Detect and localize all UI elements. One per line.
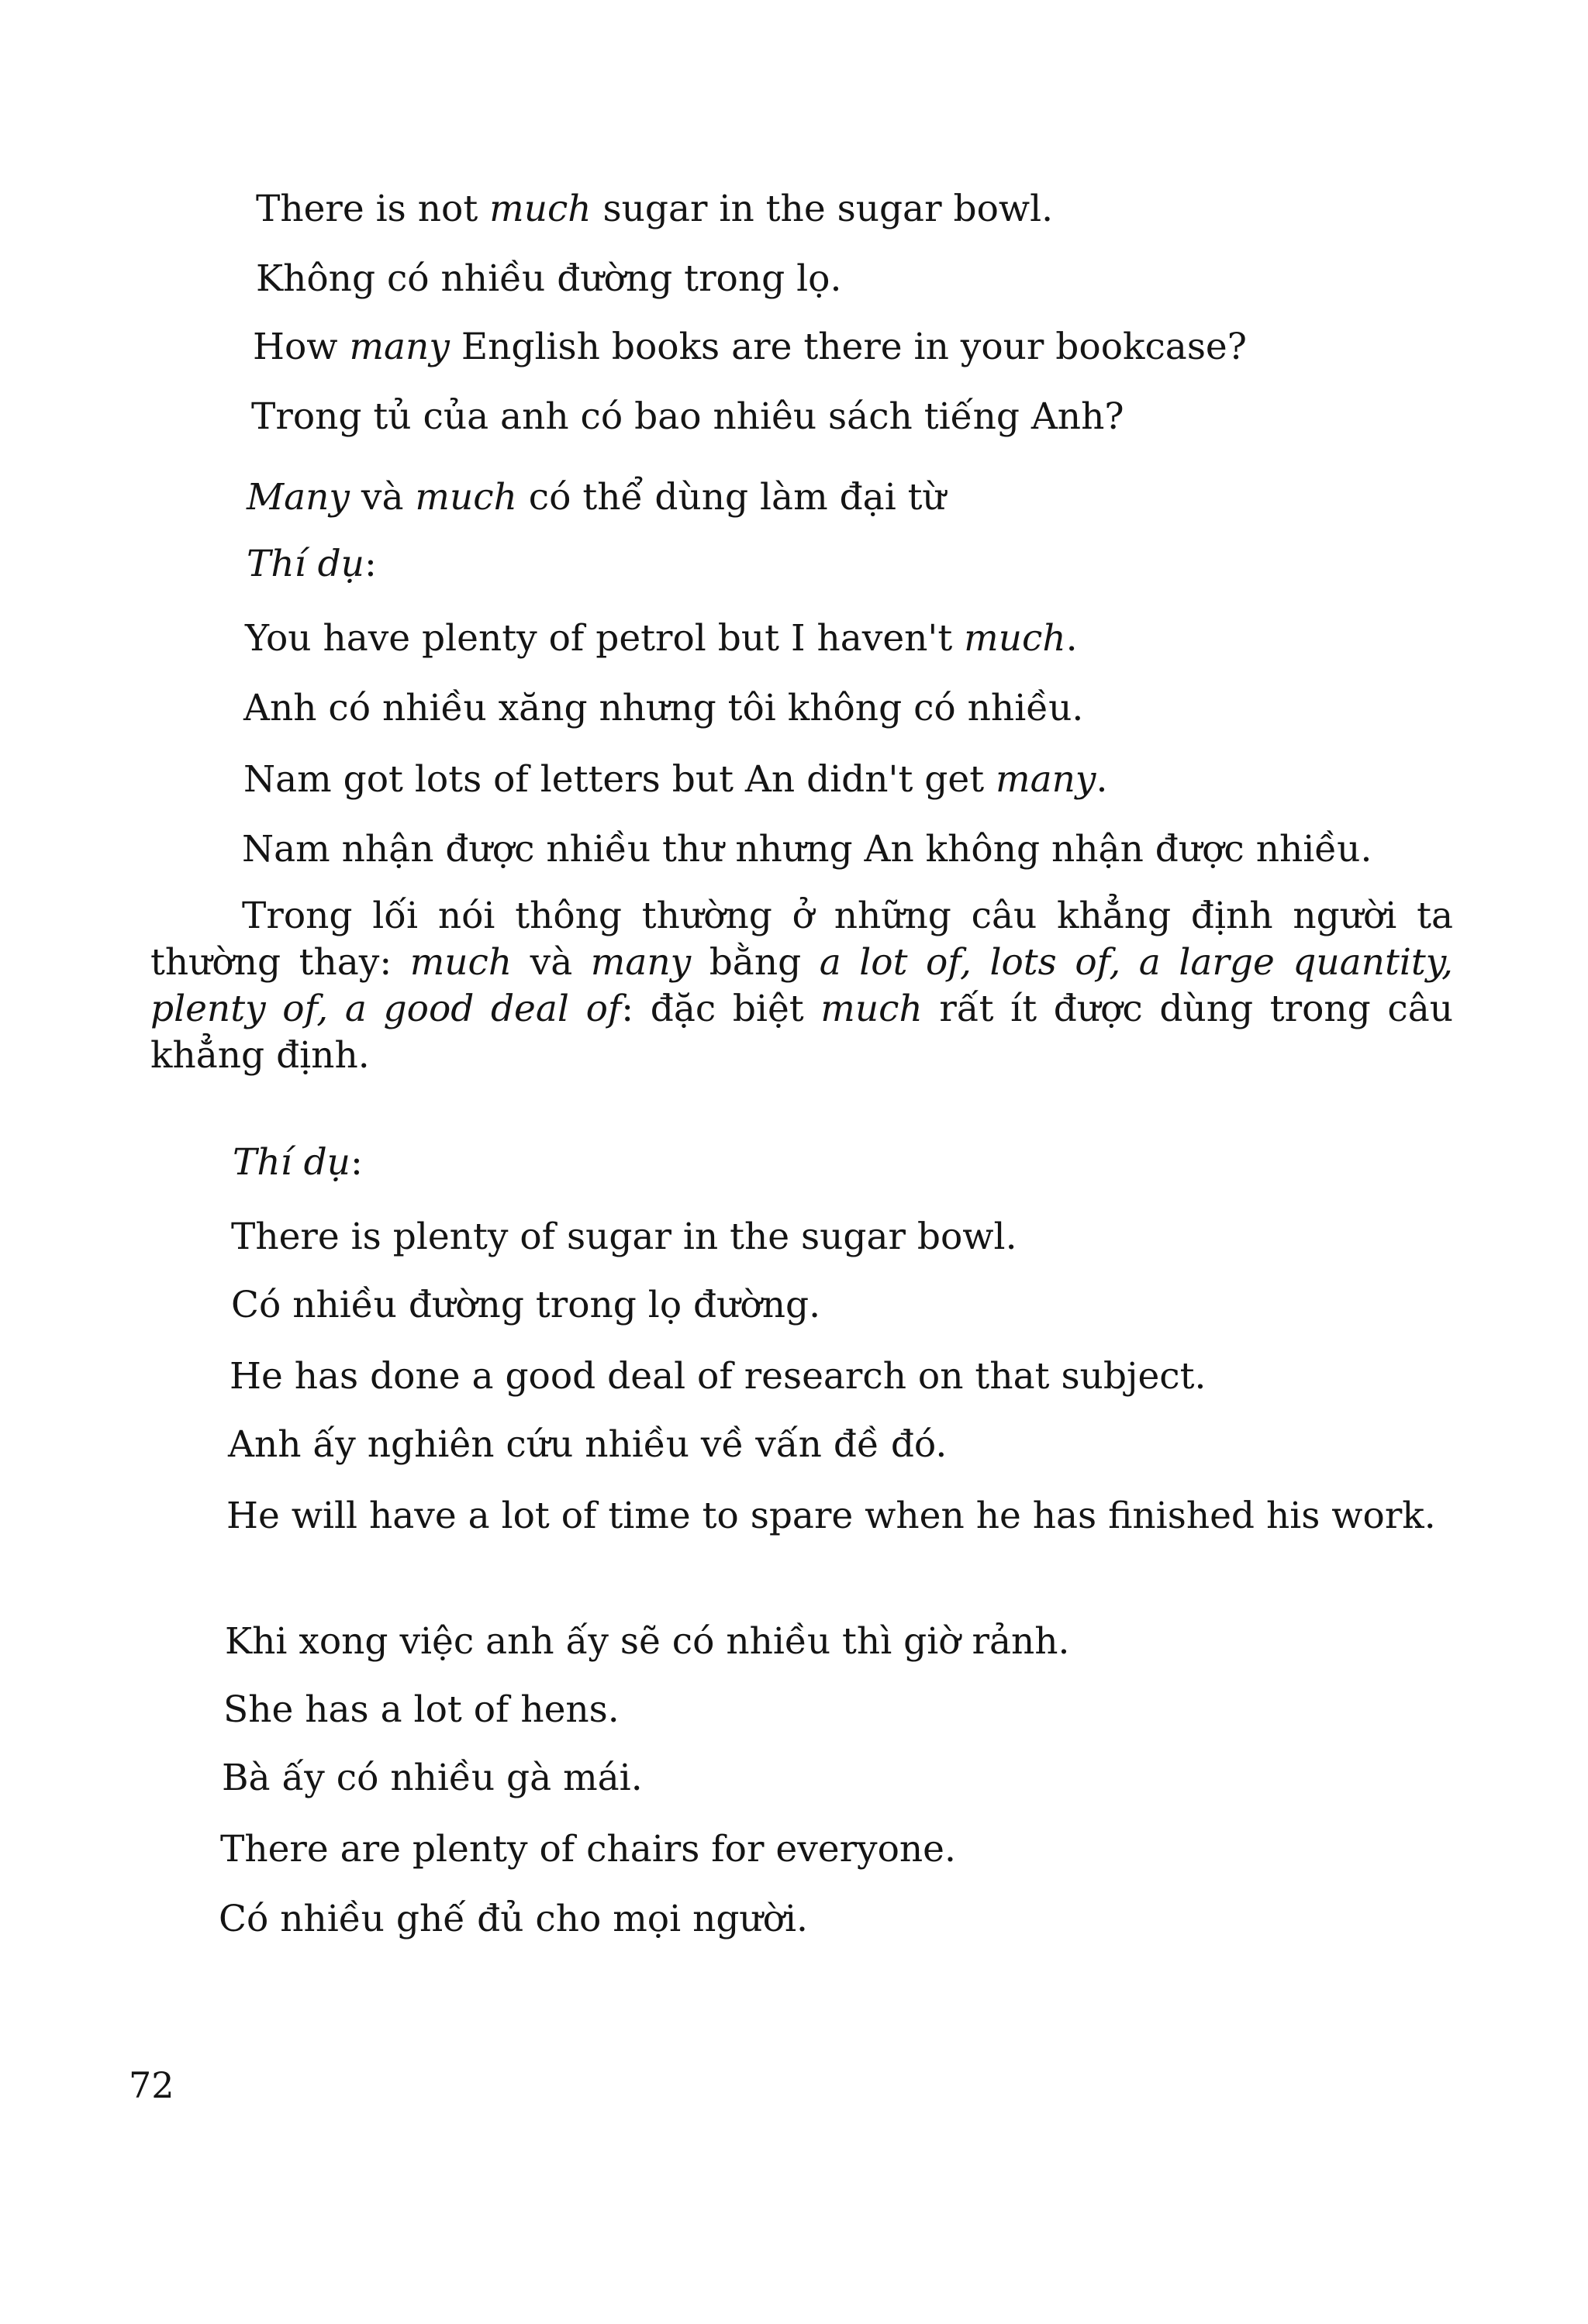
text-line: Nam nhận được nhiều thư nhưng An không nhận được nhiều. xyxy=(242,828,1372,871)
text-line: Bà ấy có nhiều gà mái. xyxy=(222,1757,643,1799)
text-line: Anh có nhiều xăng nhưng tôi không có nhiều. xyxy=(243,687,1084,729)
text-line: Anh ấy nghiên cứu nhiều về vấn đề đó. xyxy=(228,1423,948,1466)
explanation-paragraph: Trong lối nói thông thường ở những câu khẳng định người ta thường thay: much và many bằng a lot of, lots of, a large quantity, plenty of, a good deal of: đặc biệt much rất ít được dùng trong câu khẳng định. xyxy=(150,895,1454,1077)
text-line: There is not much sugar in the sugar bowl. xyxy=(256,188,1054,230)
example-label: Thí dụ: xyxy=(233,1141,363,1184)
text-line: Many và much có thể dùng làm đại từ xyxy=(247,476,946,519)
page-number: 72 xyxy=(129,2064,174,2106)
text-line: He has done a good deal of research on that subject. xyxy=(230,1355,1207,1398)
text-line: There are plenty of chairs for everyone. xyxy=(220,1828,956,1871)
text-line: Có nhiều ghế đủ cho mọi người. xyxy=(219,1898,808,1940)
text-line: You have plenty of petrol but I haven't much. xyxy=(245,617,1078,660)
text-line: Trong tủ của anh có bao nhiêu sách tiếng Anh? xyxy=(251,395,1124,438)
text-line: Không có nhiều đường trong lọ. xyxy=(256,257,842,300)
text-line: There is plenty of sugar in the sugar bowl. xyxy=(231,1215,1017,1258)
text-line: She has a lot of hens. xyxy=(223,1688,620,1731)
text-line: Khi xong việc anh ấy sẽ có nhiều thì giờ rảnh. xyxy=(225,1620,1070,1663)
text-line: Nam got lots of letters but An didn't get many. xyxy=(243,758,1108,801)
text-line: Có nhiều đường trong lọ đường. xyxy=(231,1284,821,1326)
text-line: How many English books are there in your bookcase? xyxy=(253,326,1247,368)
text-line-wrapped: He will have a lot of time to spare when he has finished his work. xyxy=(226,1495,1436,1537)
example-label: Thí dụ: xyxy=(247,543,377,585)
